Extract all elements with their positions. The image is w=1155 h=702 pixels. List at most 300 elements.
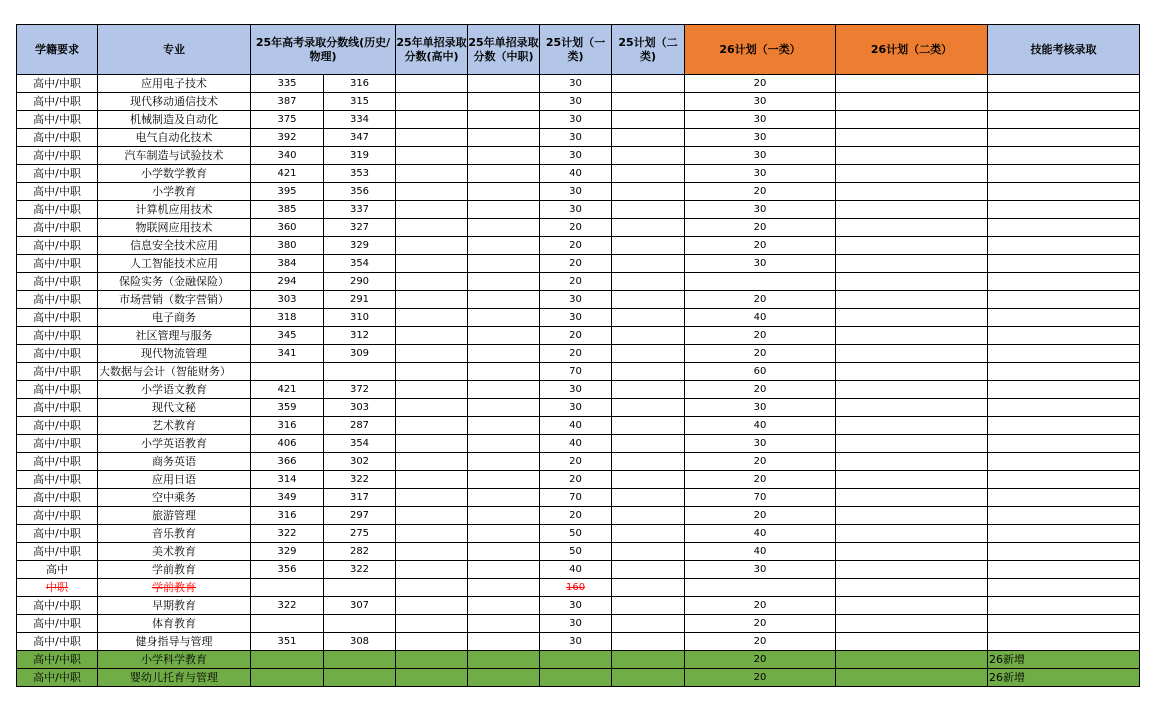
cell-gaokao-history: 380 (251, 237, 324, 255)
table-row (17, 381, 1140, 399)
cell-plan26-class1: 20 (685, 291, 836, 309)
cell-skill-admission (988, 327, 1140, 345)
cell-req: 高中/中职 (17, 651, 98, 669)
cell-gaokao-history: 303 (251, 291, 324, 309)
cell-major: 机械制造及自动化 (98, 111, 251, 129)
cell-skill-admission (988, 237, 1140, 255)
header-skill-admission: 技能考核录取 (988, 25, 1140, 75)
cell-major: 计算机应用技术 (98, 201, 251, 219)
cell-plan26-class2 (836, 615, 988, 633)
cell-skill-admission (988, 507, 1140, 525)
cell-gaokao-history: 351 (251, 633, 324, 651)
cell-plan25-class2 (612, 579, 685, 597)
cell-danzhao-zhongzhi (468, 309, 540, 327)
cell-plan25-class2 (612, 633, 685, 651)
cell-plan25-class2 (612, 543, 685, 561)
cell-major: 早期教育 (98, 597, 251, 615)
cell-plan25-class1 (540, 669, 612, 687)
table-row (17, 309, 1140, 327)
cell-danzhao-gaozhong (396, 597, 468, 615)
cell-skill-admission (988, 525, 1140, 543)
cell-plan25-class1: 30 (540, 291, 612, 309)
cell-danzhao-gaozhong (396, 453, 468, 471)
cell-req: 高中/中职 (17, 219, 98, 237)
cell-gaokao-history: 356 (251, 561, 324, 579)
cell-plan26-class2 (836, 129, 988, 147)
cell-danzhao-zhongzhi (468, 651, 540, 669)
cell-danzhao-gaozhong (396, 669, 468, 687)
cell-plan26-class2 (836, 363, 988, 381)
cell-req: 高中/中职 (17, 507, 98, 525)
table-row (17, 111, 1140, 129)
cell-gaokao-history: 341 (251, 345, 324, 363)
cell-danzhao-zhongzhi (468, 291, 540, 309)
cell-gaokao-history: 335 (251, 75, 324, 93)
admission-table (16, 24, 1140, 687)
cell-plan25-class2 (612, 147, 685, 165)
cell-skill-admission (988, 363, 1140, 381)
cell-gaokao-physics: 347 (324, 129, 396, 147)
cell-danzhao-zhongzhi (468, 471, 540, 489)
cell-plan25-class1: 30 (540, 597, 612, 615)
cell-gaokao-physics: 316 (324, 75, 396, 93)
cell-gaokao-physics (324, 363, 396, 381)
cell-major: 旅游管理 (98, 507, 251, 525)
cell-danzhao-gaozhong (396, 579, 468, 597)
table-row (17, 255, 1140, 273)
cell-gaokao-physics (324, 615, 396, 633)
cell-danzhao-zhongzhi (468, 183, 540, 201)
cell-plan25-class1: 30 (540, 633, 612, 651)
cell-plan26-class1: 20 (685, 453, 836, 471)
cell-danzhao-gaozhong (396, 525, 468, 543)
cell-skill-admission (988, 129, 1140, 147)
table-row (17, 75, 1140, 93)
cell-plan26-class2 (836, 597, 988, 615)
table-row (17, 489, 1140, 507)
cell-plan25-class2 (612, 309, 685, 327)
cell-plan25-class2 (612, 417, 685, 435)
cell-danzhao-zhongzhi (468, 435, 540, 453)
cell-skill-admission (988, 579, 1140, 597)
cell-plan26-class1: 30 (685, 129, 836, 147)
cell-skill-admission (988, 111, 1140, 129)
table-row (17, 147, 1140, 165)
cell-danzhao-gaozhong (396, 363, 468, 381)
cell-major: 电气自动化技术 (98, 129, 251, 147)
cell-plan25-class1: 30 (540, 183, 612, 201)
cell-plan25-class1: 30 (540, 615, 612, 633)
cell-danzhao-zhongzhi (468, 633, 540, 651)
cell-plan25-class1: 30 (540, 129, 612, 147)
cell-danzhao-zhongzhi (468, 399, 540, 417)
cell-plan25-class2 (612, 201, 685, 219)
cell-skill-admission (988, 183, 1140, 201)
table-row (17, 345, 1140, 363)
cell-skill-admission (988, 453, 1140, 471)
table-row (17, 399, 1140, 417)
cell-plan25-class2 (612, 669, 685, 687)
cell-skill-admission (988, 273, 1140, 291)
cell-major: 现代移动通信技术 (98, 93, 251, 111)
cell-plan25-class2 (612, 93, 685, 111)
table-row (17, 273, 1140, 291)
cell-plan26-class1: 30 (685, 147, 836, 165)
cell-plan25-class1: 70 (540, 363, 612, 381)
cell-plan25-class2 (612, 363, 685, 381)
cell-skill-admission (988, 93, 1140, 111)
cell-major: 应用日语 (98, 471, 251, 489)
cell-plan25-class2 (612, 273, 685, 291)
cell-plan26-class2 (836, 471, 988, 489)
cell-plan25-class1: 160 (540, 579, 612, 597)
cell-major: 小学科学教育 (98, 651, 251, 669)
cell-plan25-class1: 30 (540, 201, 612, 219)
cell-req: 高中/中职 (17, 309, 98, 327)
cell-plan26-class1 (685, 579, 836, 597)
cell-skill-admission (988, 597, 1140, 615)
cell-major: 社区管理与服务 (98, 327, 251, 345)
table-row (17, 507, 1140, 525)
cell-gaokao-physics: 287 (324, 417, 396, 435)
header-danzhao-gaozhong: 25年单招录取分数(高中) (396, 25, 468, 75)
cell-danzhao-gaozhong (396, 507, 468, 525)
table-row (17, 435, 1140, 453)
cell-danzhao-zhongzhi (468, 255, 540, 273)
cell-danzhao-zhongzhi (468, 489, 540, 507)
cell-skill-admission (988, 543, 1140, 561)
cell-plan25-class2 (612, 561, 685, 579)
cell-plan26-class1: 30 (685, 255, 836, 273)
cell-gaokao-physics: 317 (324, 489, 396, 507)
cell-plan26-class2 (836, 273, 988, 291)
cell-gaokao-physics: 297 (324, 507, 396, 525)
cell-plan25-class1: 20 (540, 345, 612, 363)
cell-danzhao-gaozhong (396, 165, 468, 183)
cell-plan25-class1: 20 (540, 507, 612, 525)
cell-danzhao-gaozhong (396, 633, 468, 651)
cell-gaokao-physics: 310 (324, 309, 396, 327)
cell-danzhao-zhongzhi (468, 615, 540, 633)
header-danzhao-zhongzhi: 25年单招录取分数（中职) (468, 25, 540, 75)
cell-gaokao-physics: 372 (324, 381, 396, 399)
cell-danzhao-zhongzhi (468, 201, 540, 219)
table-row (17, 219, 1140, 237)
cell-major: 汽车制造与试验技术 (98, 147, 251, 165)
cell-gaokao-physics: 354 (324, 255, 396, 273)
cell-gaokao-physics: 290 (324, 273, 396, 291)
cell-danzhao-gaozhong (396, 147, 468, 165)
table-row (17, 93, 1140, 111)
cell-major: 学前教育 (98, 579, 251, 597)
cell-danzhao-gaozhong (396, 111, 468, 129)
cell-gaokao-history: 360 (251, 219, 324, 237)
cell-plan26-class2 (836, 399, 988, 417)
cell-danzhao-zhongzhi (468, 93, 540, 111)
cell-danzhao-zhongzhi (468, 417, 540, 435)
cell-plan25-class1: 40 (540, 165, 612, 183)
cell-plan26-class1: 30 (685, 399, 836, 417)
cell-danzhao-zhongzhi (468, 669, 540, 687)
cell-skill-admission (988, 219, 1140, 237)
cell-req: 高中/中职 (17, 165, 98, 183)
cell-plan26-class1: 30 (685, 201, 836, 219)
cell-plan26-class2 (836, 291, 988, 309)
cell-plan25-class1: 30 (540, 309, 612, 327)
cell-req: 高中/中职 (17, 597, 98, 615)
cell-skill-admission (988, 633, 1140, 651)
cell-gaokao-physics: 337 (324, 201, 396, 219)
cell-plan26-class2 (836, 435, 988, 453)
cell-danzhao-gaozhong (396, 417, 468, 435)
cell-req: 高中 (17, 561, 98, 579)
cell-gaokao-physics (324, 669, 396, 687)
cell-skill-admission (988, 309, 1140, 327)
table-row (17, 363, 1140, 381)
cell-plan25-class2 (612, 381, 685, 399)
cell-major: 美术教育 (98, 543, 251, 561)
cell-plan26-class1: 20 (685, 651, 836, 669)
cell-skill-admission (988, 435, 1140, 453)
cell-gaokao-history: 375 (251, 111, 324, 129)
cell-gaokao-history: 318 (251, 309, 324, 327)
cell-danzhao-gaozhong (396, 561, 468, 579)
cell-skill-admission (988, 201, 1140, 219)
cell-plan26-class1: 20 (685, 597, 836, 615)
cell-major: 电子商务 (98, 309, 251, 327)
cell-gaokao-history: 345 (251, 327, 324, 345)
cell-gaokao-physics (324, 651, 396, 669)
cell-gaokao-history: 322 (251, 597, 324, 615)
cell-plan25-class2 (612, 165, 685, 183)
cell-req: 高中/中职 (17, 453, 98, 471)
cell-major: 人工智能技术应用 (98, 255, 251, 273)
cell-skill-admission (988, 255, 1140, 273)
cell-plan25-class1: 30 (540, 399, 612, 417)
header-plan26-class2: 26计划（二类） (836, 25, 988, 75)
cell-danzhao-zhongzhi (468, 507, 540, 525)
cell-gaokao-history: 385 (251, 201, 324, 219)
cell-plan25-class1: 20 (540, 327, 612, 345)
cell-skill-admission (988, 381, 1140, 399)
cell-plan25-class1: 40 (540, 417, 612, 435)
cell-danzhao-gaozhong (396, 651, 468, 669)
cell-plan25-class2 (612, 471, 685, 489)
cell-skill-admission (988, 561, 1140, 579)
cell-danzhao-gaozhong (396, 435, 468, 453)
cell-danzhao-gaozhong (396, 471, 468, 489)
table-row (17, 201, 1140, 219)
cell-skill-admission (988, 345, 1140, 363)
header-gaokao-score: 25年高考录取分数线(历史/物理) (251, 25, 396, 75)
cell-plan26-class2 (836, 147, 988, 165)
cell-plan26-class1: 60 (685, 363, 836, 381)
cell-plan25-class1: 50 (540, 543, 612, 561)
header-row (17, 25, 1140, 75)
cell-skill-admission (988, 615, 1140, 633)
cell-danzhao-gaozhong (396, 93, 468, 111)
cell-danzhao-zhongzhi (468, 327, 540, 345)
table-row (17, 417, 1140, 435)
cell-plan25-class1: 20 (540, 237, 612, 255)
cell-req: 高中/中职 (17, 183, 98, 201)
cell-req: 高中/中职 (17, 345, 98, 363)
cell-gaokao-physics: 327 (324, 219, 396, 237)
cell-major: 小学语文教育 (98, 381, 251, 399)
cell-plan26-class2 (836, 633, 988, 651)
cell-gaokao-history (251, 669, 324, 687)
cell-plan26-class2 (836, 255, 988, 273)
table-row (17, 165, 1140, 183)
cell-plan26-class1: 40 (685, 309, 836, 327)
cell-gaokao-physics: 309 (324, 345, 396, 363)
cell-plan26-class1: 20 (685, 327, 836, 345)
cell-skill-admission (988, 489, 1140, 507)
cell-plan26-class1 (685, 273, 836, 291)
cell-plan26-class2 (836, 111, 988, 129)
header-plan26-class1: 26计划（一类） (685, 25, 836, 75)
cell-plan26-class1: 20 (685, 183, 836, 201)
cell-danzhao-zhongzhi (468, 345, 540, 363)
cell-plan26-class1: 30 (685, 93, 836, 111)
cell-plan26-class2 (836, 219, 988, 237)
cell-plan25-class2 (612, 291, 685, 309)
cell-plan25-class1: 20 (540, 273, 612, 291)
cell-req: 高中/中职 (17, 273, 98, 291)
cell-major: 婴幼儿托育与管理 (98, 669, 251, 687)
cell-plan25-class1: 30 (540, 111, 612, 129)
cell-req: 高中/中职 (17, 669, 98, 687)
cell-plan26-class2 (836, 651, 988, 669)
cell-req: 高中/中职 (17, 363, 98, 381)
cell-plan25-class2 (612, 183, 685, 201)
cell-plan26-class1: 30 (685, 435, 836, 453)
table-row (17, 579, 1140, 597)
cell-req: 高中/中职 (17, 381, 98, 399)
cell-plan26-class2 (836, 579, 988, 597)
header-req: 学籍要求 (17, 25, 98, 75)
cell-gaokao-history: 349 (251, 489, 324, 507)
cell-req: 高中/中职 (17, 147, 98, 165)
cell-skill-admission (988, 147, 1140, 165)
cell-major: 商务英语 (98, 453, 251, 471)
cell-plan25-class1: 40 (540, 561, 612, 579)
cell-plan26-class2 (836, 345, 988, 363)
cell-major: 艺术教育 (98, 417, 251, 435)
cell-plan25-class2 (612, 399, 685, 417)
cell-req: 高中/中职 (17, 399, 98, 417)
cell-plan26-class1: 30 (685, 111, 836, 129)
cell-major: 健身指导与管理 (98, 633, 251, 651)
cell-plan26-class1: 70 (685, 489, 836, 507)
cell-req: 高中/中职 (17, 417, 98, 435)
table-row (17, 633, 1140, 651)
cell-plan26-class1: 40 (685, 543, 836, 561)
table-row (17, 471, 1140, 489)
cell-req: 高中/中职 (17, 129, 98, 147)
cell-plan25-class2 (612, 615, 685, 633)
cell-req: 高中/中职 (17, 291, 98, 309)
cell-plan25-class1 (540, 651, 612, 669)
table-row (17, 453, 1140, 471)
cell-gaokao-history: 366 (251, 453, 324, 471)
cell-major: 现代文秘 (98, 399, 251, 417)
cell-plan26-class1: 20 (685, 381, 836, 399)
cell-plan26-class2 (836, 453, 988, 471)
cell-gaokao-physics: 282 (324, 543, 396, 561)
header-major: 专业 (98, 25, 251, 75)
cell-danzhao-zhongzhi (468, 543, 540, 561)
cell-req: 高中/中职 (17, 633, 98, 651)
cell-gaokao-physics (324, 579, 396, 597)
cell-major: 信息安全技术应用 (98, 237, 251, 255)
cell-plan26-class1: 20 (685, 669, 836, 687)
cell-gaokao-physics: 356 (324, 183, 396, 201)
cell-plan26-class1: 20 (685, 219, 836, 237)
table-body (17, 75, 1140, 687)
cell-danzhao-zhongzhi (468, 579, 540, 597)
cell-plan25-class1: 30 (540, 75, 612, 93)
cell-skill-admission (988, 291, 1140, 309)
cell-gaokao-history (251, 651, 324, 669)
cell-gaokao-history: 421 (251, 165, 324, 183)
cell-danzhao-zhongzhi (468, 129, 540, 147)
cell-req: 高中/中职 (17, 525, 98, 543)
cell-danzhao-zhongzhi (468, 165, 540, 183)
cell-major: 空中乘务 (98, 489, 251, 507)
table-row (17, 291, 1140, 309)
cell-gaokao-history (251, 579, 324, 597)
cell-gaokao-history: 384 (251, 255, 324, 273)
cell-danzhao-gaozhong (396, 291, 468, 309)
cell-req: 高中/中职 (17, 543, 98, 561)
cell-plan26-class2 (836, 309, 988, 327)
cell-plan26-class1: 20 (685, 615, 836, 633)
cell-skill-admission (988, 471, 1140, 489)
cell-plan26-class2 (836, 327, 988, 345)
cell-plan26-class2 (836, 237, 988, 255)
cell-danzhao-gaozhong (396, 399, 468, 417)
cell-plan25-class1: 70 (540, 489, 612, 507)
cell-plan26-class1: 20 (685, 471, 836, 489)
cell-req: 高中/中职 (17, 435, 98, 453)
cell-req: 高中/中职 (17, 111, 98, 129)
cell-req: 高中/中职 (17, 615, 98, 633)
table-row (17, 561, 1140, 579)
cell-plan26-class1: 40 (685, 417, 836, 435)
cell-major: 应用电子技术 (98, 75, 251, 93)
cell-plan25-class2 (612, 237, 685, 255)
cell-plan26-class2 (836, 669, 988, 687)
cell-gaokao-physics: 312 (324, 327, 396, 345)
cell-plan25-class2 (612, 435, 685, 453)
cell-gaokao-history: 359 (251, 399, 324, 417)
cell-danzhao-gaozhong (396, 237, 468, 255)
cell-req: 高中/中职 (17, 327, 98, 345)
cell-plan25-class1: 20 (540, 219, 612, 237)
cell-plan25-class2 (612, 75, 685, 93)
table-row (17, 669, 1140, 687)
cell-gaokao-history: 395 (251, 183, 324, 201)
cell-req: 中职 (17, 579, 98, 597)
cell-plan26-class2 (836, 561, 988, 579)
cell-plan25-class2 (612, 327, 685, 345)
cell-gaokao-physics: 329 (324, 237, 396, 255)
cell-req: 高中/中职 (17, 255, 98, 273)
table-row (17, 651, 1140, 669)
cell-plan26-class1: 30 (685, 561, 836, 579)
cell-gaokao-history (251, 363, 324, 381)
